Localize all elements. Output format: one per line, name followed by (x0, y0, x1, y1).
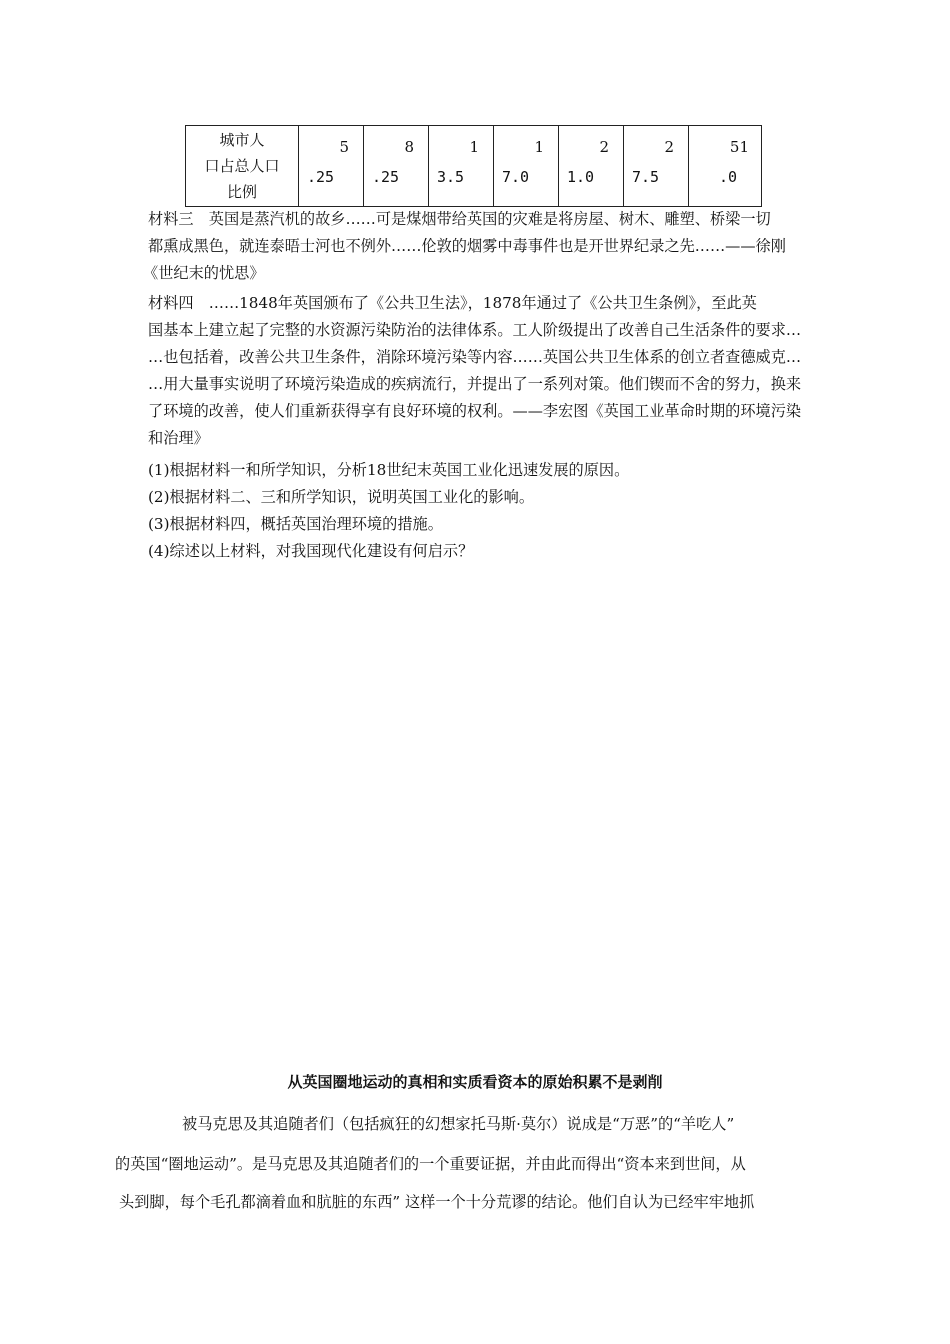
row-label-line: 比例 (226, 183, 257, 201)
value-bottom: 1.0 (567, 168, 595, 186)
value-bottom: .25 (372, 168, 400, 186)
material4-line: 和治理》 (148, 429, 209, 447)
question-item: (2)根据材料二、三和所学知识，说明英国工业化的影响。 (148, 488, 535, 506)
question-item: (3)根据材料四，概括英国治理环境的措施。 (148, 515, 443, 533)
value-top: 2 (599, 138, 609, 156)
value-cell (559, 126, 624, 207)
value-cell (624, 126, 689, 207)
question-item: (1)根据材料一和所学知识，分析18世纪末英国工业化迅速发展的原因。 (148, 461, 630, 479)
article-line: 被马克思及其追随者们（包括疯狂的幻想家托马斯·莫尔）说成是“万恶”的“羊吃人” (182, 1115, 735, 1133)
material3-line: 《世纪末的忧思》 (143, 264, 265, 282)
article-line: 的英国“圈地运动”。是马克思及其追随者们的一个重要证据，并由此而得出“资本来到世间，从 (115, 1155, 746, 1173)
value-bottom: .25 (307, 168, 335, 186)
value-cell (429, 126, 494, 207)
value-bottom: .0 (719, 168, 738, 186)
table-row (186, 126, 762, 207)
material4-line: 国基本上建立起了完整的水资源污染防治的法律体系。工人阶级提出了改善自己生活条件的要求… (148, 321, 802, 339)
row-label-line: 口占总人口 (204, 157, 280, 175)
value-top: 8 (404, 138, 414, 156)
value-bottom: 3.5 (437, 168, 465, 186)
material3-line: 都熏成黑色，就连泰晤士河也不例外……伦敦的烟雾中毒事件也是开世界纪录之先……——徐刚 (148, 237, 786, 255)
article-line: 头到脚，每个毛孔都滴着血和肮脏的东西” 这样一个十分荒谬的结论。他们自认为已经牢牢地抓 (119, 1193, 755, 1211)
value-top: 2 (664, 138, 674, 156)
value-cell (299, 126, 364, 207)
material3-line: 材料三 英国是蒸汽机的故乡……可是煤烟带给英国的灾难是将房屋、树木、雕塑、桥梁一切 (148, 210, 771, 228)
population-table (185, 125, 762, 207)
question-item: (4)综述以上材料，对我国现代化建设有何启示？ (148, 542, 474, 560)
value-cell (689, 126, 762, 207)
row-label-cell (186, 126, 299, 207)
article-title: 从英国圈地运动的真相和实质看资本的原始积累不是剥削 (287, 1073, 663, 1091)
value-bottom: 7.5 (632, 168, 660, 186)
value-top: 5 (339, 138, 349, 156)
material4-line: …也包括着，改善公共卫生条件，消除环境污染等内容……英国公共卫生体系的创立者查德威克… (148, 348, 802, 366)
material4-line: 材料四 ……1848年英国颁布了《公共卫生法》，1878年通过了《公共卫生条例》，至此英 (148, 294, 757, 312)
value-bottom: 7.0 (502, 168, 530, 186)
value-top: 1 (469, 138, 479, 156)
value-top: 1 (534, 138, 544, 156)
value-cell (364, 126, 429, 207)
material4-line: 了环境的改善，使人们重新获得享有良好环境的权利。——李宏图《英国工业革命时期的环境污染 (148, 402, 802, 420)
value-cell (494, 126, 559, 207)
value-top: 51 (729, 138, 749, 156)
row-label-line: 城市人 (219, 131, 265, 149)
material4-line: …用大量事实说明了环境污染造成的疾病流行，并提出了一系列对策。他们锲而不舍的努力，换来 (148, 375, 802, 393)
